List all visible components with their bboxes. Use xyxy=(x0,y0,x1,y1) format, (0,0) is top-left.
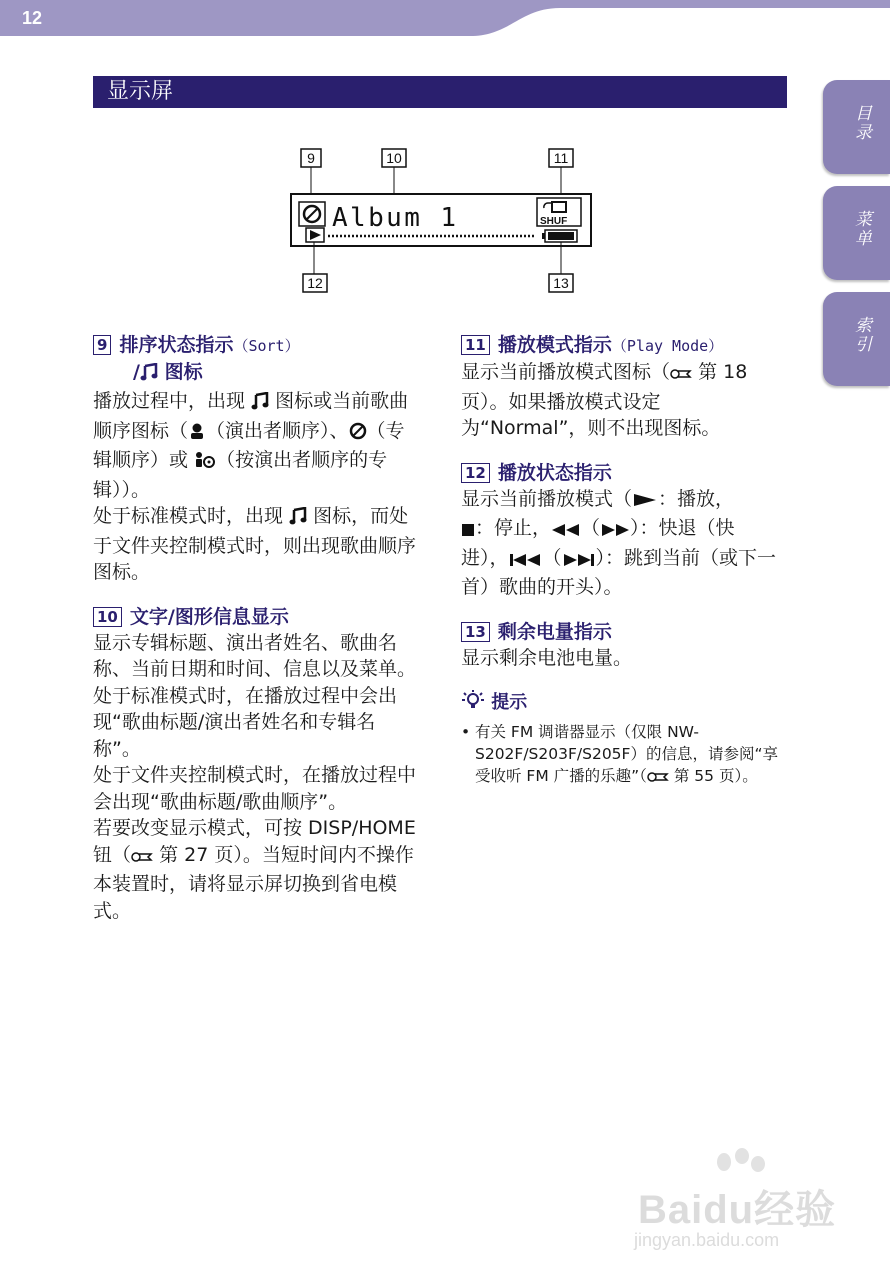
text-segment: （专辑顺序）或 xyxy=(93,419,405,471)
tip-title: 提示 xyxy=(491,692,528,713)
fast-forward-icon xyxy=(600,518,630,545)
label-10-text: 10 xyxy=(386,150,402,166)
tip-heading xyxy=(461,689,781,719)
skip-back-icon xyxy=(509,548,543,575)
item-number: 12 xyxy=(461,463,490,483)
rewind-icon xyxy=(551,518,581,545)
label-11-text: 11 xyxy=(553,150,569,166)
section-title: 显示屏 xyxy=(93,76,787,108)
item-title: 排序状态指示 xyxy=(119,334,234,356)
item-title-line2b: 图标 xyxy=(164,361,203,383)
item-number: 11 xyxy=(461,335,490,355)
label-13-text: 13 xyxy=(553,275,569,291)
artist-icon xyxy=(188,421,206,448)
text-segment: 若要改变显示模式，可按 DISP/HOME 钮（ xyxy=(93,817,416,866)
play-icon xyxy=(306,228,324,242)
album-icon xyxy=(349,421,367,448)
label-12-text: 12 xyxy=(307,275,323,291)
album-text: Album 1 xyxy=(332,203,456,233)
battery-icon xyxy=(542,230,577,242)
text-segment: （ xyxy=(581,517,601,539)
text-segment: 处于文件夹控制模式时，在播放过程中会出现“歌曲标题/歌曲顺序”。 xyxy=(93,764,417,813)
side-tab-index[interactable] xyxy=(823,292,890,386)
top-header-bar xyxy=(0,0,890,36)
text-segment: ）：跳到当前（或下一首）歌曲的开头）。 xyxy=(461,546,777,598)
item-number: 10 xyxy=(93,607,122,627)
right-column xyxy=(461,332,781,808)
item-10-heading xyxy=(93,604,423,630)
item-title-en: （Sort） xyxy=(233,337,300,355)
item-title-line2: / xyxy=(133,361,140,383)
text-segment: ）：快退（快进）， xyxy=(461,517,735,569)
tip-body xyxy=(461,721,781,790)
text-segment: （ xyxy=(542,546,562,569)
label-11 xyxy=(549,149,573,196)
watermark-url: jingyan.baidu.com xyxy=(634,1230,780,1250)
page-ref-icon xyxy=(647,768,669,790)
side-tab-menu[interactable] xyxy=(823,186,890,280)
display-diagram xyxy=(286,146,606,300)
text-segment: （按演出者顺序的专辑））。 xyxy=(93,449,388,501)
page-ref-icon xyxy=(670,362,692,389)
play-icon xyxy=(632,489,658,516)
item-9-heading xyxy=(93,332,423,388)
item-title: 播放模式指示 xyxy=(497,334,612,356)
left-column xyxy=(93,332,423,942)
shuf-text: SHUF xyxy=(540,216,568,227)
item-9-body xyxy=(93,388,423,586)
item-10-body xyxy=(93,630,423,925)
text-segment: 处于标准模式时，出现 xyxy=(93,505,284,527)
page-number: 12 xyxy=(22,8,43,28)
artist-album-icon xyxy=(194,450,216,477)
text-segment: 第 27 页）。当短时间内不操作本装置时，请将显示屏切换到省电模式。 xyxy=(93,843,414,922)
tip-box xyxy=(461,689,781,790)
text-segment: 图标或当前歌曲顺序图标（ xyxy=(93,390,409,442)
item-number: 9 xyxy=(93,335,111,355)
text-segment: （演出者顺序）、 xyxy=(206,419,349,442)
text-segment: 显示当前播放模式（ xyxy=(461,487,633,510)
text-segment: ：播放， xyxy=(658,487,735,510)
label-12 xyxy=(303,242,327,292)
text-segment: 第 55 页）。 xyxy=(673,767,758,785)
side-tab-label: 目录 xyxy=(851,104,871,142)
item-12 xyxy=(461,460,781,601)
item-title: 播放状态指示 xyxy=(497,461,612,484)
skip-forward-icon xyxy=(562,548,596,575)
baidu-watermark xyxy=(630,1148,850,1258)
watermark-text: Baidu经验 xyxy=(638,1188,837,1232)
item-13-body: 显示剩余电池电量。 xyxy=(461,646,633,669)
music-note-icon xyxy=(289,506,307,533)
play-mode-icon xyxy=(537,198,581,227)
text-segment: 显示专辑标题、演出者姓名、歌曲名称、当前日期和时间、信息以及菜单。 xyxy=(93,631,417,680)
side-tab-label: 菜单 xyxy=(851,210,871,248)
item-title-en: （Play Mode） xyxy=(611,337,724,355)
item-12-heading xyxy=(461,460,781,486)
item-11-heading xyxy=(461,332,781,359)
item-11 xyxy=(461,332,781,442)
item-11-body xyxy=(461,359,781,442)
header-bar-shape xyxy=(0,0,890,36)
item-9 xyxy=(93,332,423,586)
album-order-icon xyxy=(299,202,325,226)
page-ref-icon xyxy=(131,845,153,872)
display-diagram-svg xyxy=(286,146,606,296)
text-segment: 有关 FM 调谐器显示（仅限 NW-S202F/S203F/S205F）的信息，请参阅“享受收听 FM 广播的乐趣”（ xyxy=(475,723,778,785)
item-title: 文字/图形信息显示 xyxy=(129,605,289,628)
text-segment: ：停止， xyxy=(475,517,552,539)
text-segment: 播放过程中，出现 xyxy=(93,390,246,412)
music-note-icon xyxy=(140,362,158,388)
item-12-body xyxy=(461,486,781,601)
item-13 xyxy=(461,619,781,672)
side-tab-label: 索引 xyxy=(851,316,871,354)
label-9-text: 9 xyxy=(307,150,315,166)
lightbulb-icon xyxy=(461,689,485,719)
item-title: 剩余电量指示 xyxy=(497,620,612,643)
music-note-icon xyxy=(251,391,269,418)
text-segment: 处于标准模式时，在播放过程中会出现“歌曲标题/演出者姓名和专辑名称”。 xyxy=(93,684,398,760)
item-13-heading xyxy=(461,619,781,645)
text-segment: 图标，而处于文件夹控制模式时，则出现歌曲顺序图标。 xyxy=(93,505,417,583)
label-13 xyxy=(549,242,573,292)
item-10 xyxy=(93,604,423,925)
text-segment: 显示当前播放模式图标（ xyxy=(461,361,671,383)
text-segment: 第 18 页）。如果播放模式设定为“Normal”，则不出现图标。 xyxy=(461,361,748,439)
side-tab-contents[interactable] xyxy=(823,80,890,174)
stop-icon xyxy=(461,518,475,545)
label-9 xyxy=(301,149,321,200)
item-number: 13 xyxy=(461,622,490,642)
